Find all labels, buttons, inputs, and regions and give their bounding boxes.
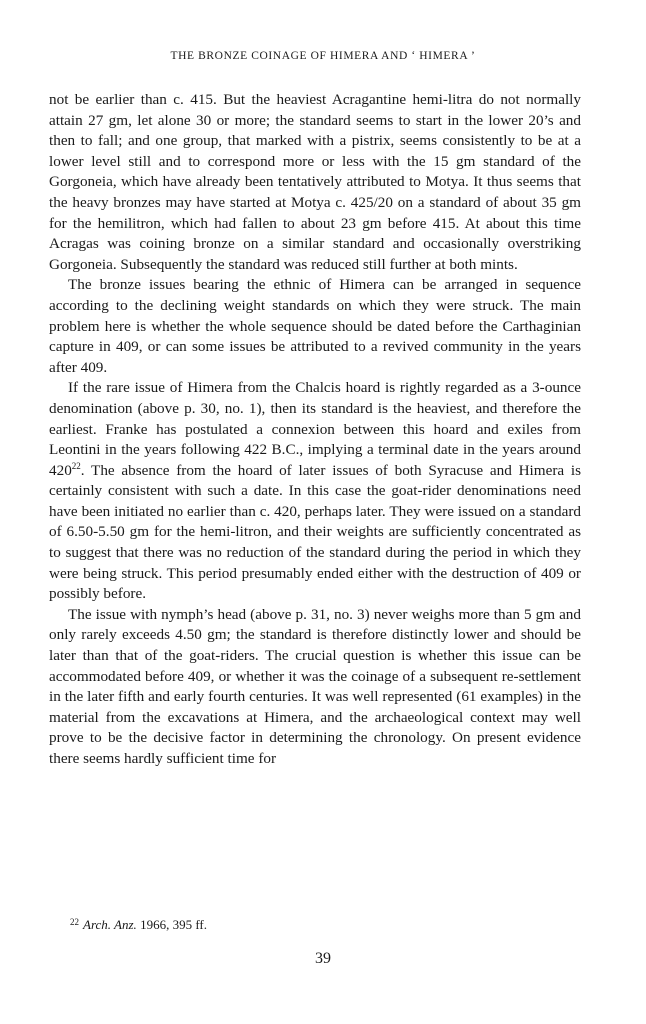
- footnote-reference: 22: [71, 460, 81, 471]
- footnote-source: Arch. Anz.: [83, 917, 137, 932]
- footnote: [70, 914, 570, 933]
- footnote-text: 1966, 395 ff.: [136, 917, 207, 932]
- paragraph: not be earlier than c. 415. But the heaviest Acragantine hemi-litra do not normally attain 27 gm, let alone 30 or more; the standard seems to start in the lower 20’s and then to fall; and one group, that marked with a pistrix, seems consistently to be at a lower level still and to correspond more or less with the 15 gm standard of the Gorgoneia, which have already been tentatively attributed to Motya. It thus seems that the heavy bronzes may have started at Motya c. 425/20 on a standard of about 35 gm for the hemilitron, which had fallen to about 23 gm before 415. At about this time Acragas was coining bronze on a similar standard and occasionally overstriking Gorgoneia. Subsequently the standard was reduced still further at both mints.: [49, 91, 581, 273]
- body-text: [49, 90, 581, 770]
- footnote-number: 22: [70, 917, 79, 927]
- paragraph: [49, 378, 581, 605]
- paragraph: The issue with nymph’s head (above p. 31, no. 3) never weighs more than 5 gm and only rarely exceeds 4.50 gm; the standard is therefore distinctly lower and should be later than that of the goat-riders. The crucial question is whether this issue can be accommodated before 409, or whether it was the coinage of a subsequent re-settlement in the later fifth and early fourth centuries. It was well represented (61 examples) in the material from the excavations at Himera, and the archaeological context may well prove to be the decisive factor in determining the chronology. On present evidence there seems hardly sufficient time for: [49, 605, 581, 767]
- running-head: THE BRONZE COINAGE OF HIMERA AND ‘ HIMERA ’: [170, 50, 476, 62]
- paragraph-text: If the rare issue of Himera from the Chalcis hoard is rightly regarded as a 3-ounce denomination (above p. 30, no. 1), then its standard is the heaviest, and therefore the earliest. Franke has postulated a connexion between this hoard and exiles from Leontini in the years following 422 B.C., implying a terminal date in the years around 420: [49, 379, 581, 479]
- paragraph-text: . The absence from the hoard of later issues of both Syracuse and Himera is certainly consistent with such a date. In this case the goat-rider denominations need have been initiated no earlier than c. 420, perhaps later. They were issued on a standard of 6.50-5.50 gm for the hemi-litron, and their weights are sufficiently concentrated as to suggest that there was no reduction of the standard during the period in which they were being struck. This period presumably ended either with the destruction of 409 or possibly before.: [49, 461, 581, 603]
- page-number: 39: [315, 950, 331, 967]
- paragraph: The bronze issues bearing the ethnic of Himera can be arranged in sequence according to the declining weight standards on which they were struck. The main problem here is whether the whole sequence should be dated before the Carthaginian capture in 409, or can some issues be attributed to a revived community in the years after 409.: [49, 276, 581, 376]
